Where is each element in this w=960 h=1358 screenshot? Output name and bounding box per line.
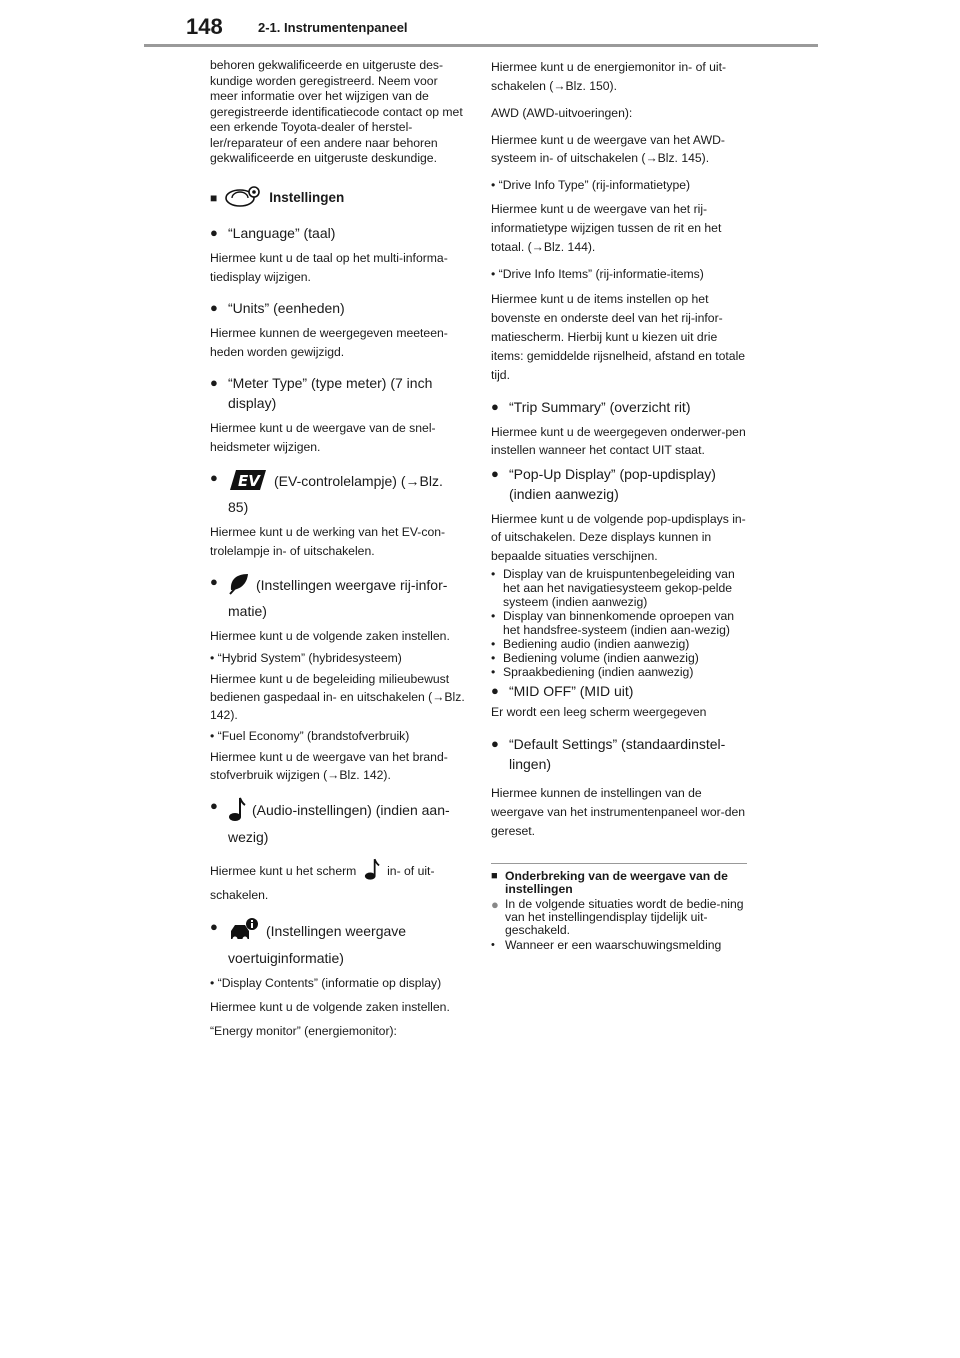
item-title: “Language” (taal) [228,225,336,241]
bullet-dot: ● [210,300,218,315]
awd-body: Hiermee kunt u de weergave van het AWD-systeem in- of uitschakelen (→Blz. 145). [491,132,725,165]
header-rule [144,44,818,47]
circle-bullet: ● [491,896,499,912]
note-text: In de volgende situaties wordt de bedie-ning van het instellingendisplay tijdelijk uit-geschakeld. [505,896,744,937]
bullet-dot: ● [210,574,218,589]
intro-paragraph: behoren gekwalificeerde en uitgeruste des-kundige worden geregistreerd. Neem voor meer informatie over het wijzigen van de geregistreerde identificatiecode contact op met een erkende Toyota-dealer of herstel-ler/reparateur of een andere naar behoren gekwalificeerde en uitgeruste deskundige. [210,58,463,165]
popup-list [491,567,747,679]
item-title: “Units” (eenheden) [228,300,345,316]
list-item: • Bediening audio (indien aanwezig) [491,637,747,651]
eco-leaf-icon [228,572,250,601]
note-title: Onderbreking van de weergave van de instellingen [505,868,728,896]
settings-section-heading [210,185,466,212]
dot-bullet: • [491,938,495,951]
note-item [491,898,747,937]
energy-body: Hiermee kunt u de energiemonitor in- of uit-schakelen (→Blz. 150). [491,60,727,93]
bullet-dot: ● [491,735,499,751]
left-column [210,58,466,1041]
item-title: “Meter Type” (type meter) (7 inch display) [228,375,433,411]
bullet-dot: ● [491,465,499,481]
item-body: Hiermee kunt u de weergegeven onderwer-pen instellen wanneer het contact UIT staat. [491,424,746,457]
sub-item-title: • “Fuel Economy” (brandstofverbruik) [210,728,410,743]
item-body: Hiermee kunnen de weergegeven meeteen-heden worden gewijzigd. [210,326,448,359]
body-text: Hiermee kunt u het scherm [210,863,357,878]
item-body [210,857,466,905]
item-title: (Instellingen weergave rij-infor-matie) [228,577,448,619]
item-title: “Pop-Up Display” (pop-updisplay) (indien aanwezig) [509,465,716,502]
item-trip-summary [491,397,747,417]
note-heading [491,870,747,896]
drive-items-title: • “Drive Info Items” (rij-informatie-items) [491,267,704,281]
item-body: Hiermee kunt u de taal op het multi-informa-tiedisplay wijzigen. [210,251,448,284]
ev-badge-icon [228,468,268,497]
chapter-title: 2-1. Instrumentenpaneel [258,20,408,35]
drive-type-body: Hiermee kunt u de weergave van het rij-informatietype wijzigen tussen de rit en het totaal. (→Blz. 144). [491,202,722,254]
item-vehicle-info [210,917,466,968]
item-units [210,298,466,318]
item-title: (EV-controlelampje) (→Blz. 85) [228,473,443,515]
item-language [210,223,466,243]
bullet-dot: ● [210,375,218,390]
note-divider [491,863,747,864]
item-body: Hiermee kunt u de volgende pop-updisplays in- of uitschakelen. Deze displays kunnen in bepaalde situaties verschijnen. [491,511,746,563]
bullet-dot: ● [210,470,218,485]
car-info-icon [228,917,260,948]
list-item: • Spraakbediening (indien aanwezig) [491,665,747,679]
item-body: “Energy monitor” (energiemonitor): [210,1024,397,1038]
gauge-gear-icon [223,185,263,212]
item-body: Er wordt een leeg scherm weergegeven [491,705,707,719]
drive-type-title: • “Drive Info Type” (rij-informatietype) [491,177,691,192]
music-note-icon [364,857,380,887]
awd-title: AWD (AWD-uitvoeringen): [491,106,633,120]
list-item: • Bediening volume (indien aanwezig) [491,651,747,665]
bullet-dot: ● [491,683,499,698]
square-bullet: ■ [210,190,218,205]
right-column [491,58,747,952]
note-subitem [491,939,747,952]
item-eco [210,572,466,621]
drive-items-body: Hiermee kunt u de items instellen op het bovenste en onderste deel van het rij-infor-matiescherm. Hierbij kunt u kiezen uit drie items: gemiddelde rijsnelheid, afstand en totale tijd. [491,291,746,382]
bullet-dot: ● [210,225,218,240]
list-item: • Display van binnenkomende oproepen van het handsfree-systeem (indien aan-wezig) [491,609,747,637]
item-title: “Default Settings” (standaardinstel-lingen) [509,735,726,772]
item-popup-display [491,464,747,504]
item-body: Hiermee kunt u de volgende zaken instellen. [210,629,450,643]
square-bullet: ■ [491,869,498,882]
item-body: Hiermee kunt u de volgende zaken instellen. [210,999,450,1014]
item-meter-type [210,373,466,413]
sub-item-title: • “Hybrid System” (hybridesysteem) [210,650,402,665]
item-body: Hiermee kunt u de werking van het EV-con-trolelampje in- of uitschakelen. [210,525,446,558]
sub-item-title: • “Display Contents” (informatie op display) [210,975,442,990]
item-title: “Trip Summary” (overzicht rit) [509,398,691,415]
sub-item-body: Hiermee kunt u de begeleiding milieubewust bedienen gaspedaal in- en uitschakelen (→Blz. 142). [210,671,465,722]
item-body: Hiermee kunt u de weergave van de snel-heidsmeter wijzigen. [210,421,436,454]
item-default-settings [491,734,747,774]
note-subitem-text: Wanneer er een waarschuwingsmelding [505,937,722,952]
bullet-dot: ● [210,797,218,813]
bullet-dot: ● [210,918,218,934]
sub-item-body: Hiermee kunt u de weergave van het brand-stofverbruik wijzigen (→Blz. 142). [210,749,448,782]
bullet-dot: ● [491,398,499,414]
svg-text:EV: EV [238,472,260,490]
page-number: 148 [186,14,223,39]
item-title: (Audio-instellingen) (indien aan-wezig) [228,801,450,845]
item-ev [210,468,466,517]
music-note-icon [228,796,246,827]
body-text: in- of uit-schakelen. [210,863,435,902]
list-item: • Display van de kruispuntenbegeleiding van het aan het navigatiesysteem gekop-pelde systeem (indien aanwezig) [491,567,747,609]
item-title: (Instellingen weergave voertuiginformatie) [228,922,407,966]
item-audio [210,796,466,847]
item-body: Hiermee kunnen de instellingen van de weergave van het instrumentenpaneel wor-den gereset. [491,785,746,838]
section-title: Instellingen [269,189,345,205]
item-title: “MID OFF” (MID uit) [509,683,634,699]
item-mid-off [491,681,747,701]
